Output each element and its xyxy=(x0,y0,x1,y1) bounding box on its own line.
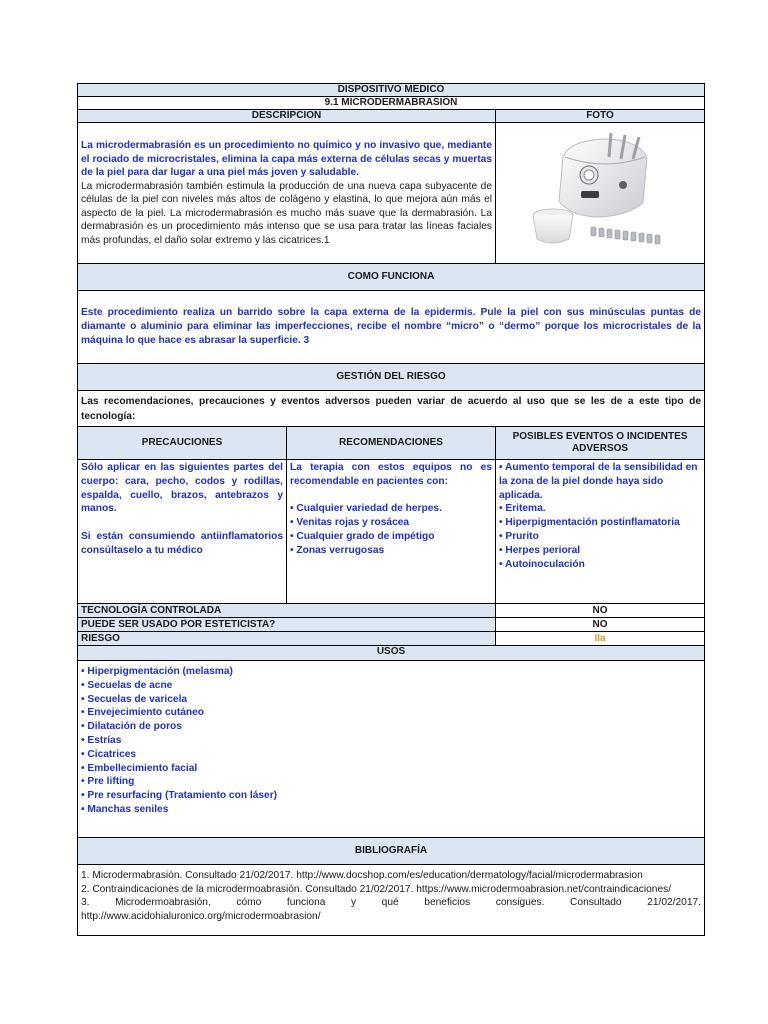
usos-header: USOS xyxy=(78,646,705,661)
list-item: • Herpes perioral xyxy=(499,544,581,556)
list-item: • Dilatación de poros xyxy=(81,721,182,733)
precauciones-header: PRECAUCIONES xyxy=(78,427,287,460)
list-item: • Cualquier variedad de herpes. xyxy=(290,503,442,515)
description-header: DESCRIPCION xyxy=(78,110,496,123)
device-table xyxy=(77,83,705,936)
list-item: • Manchas seniles xyxy=(81,803,169,815)
list-item: • Hiperpigmentación (melasma) xyxy=(81,666,233,677)
como-funciona-text: Este procedimiento realiza un barrido sobre la capa externa de la epidermis. Pule la piel con sus minúsculas puntas de diamante o aluminio para eliminar las imperfecciones, recibe el nombre “micro” o “dermo” porque los microcristales de la máquina lo que hace es abrasar la superficie. 3 xyxy=(78,291,705,364)
precauciones-paragraph-1: Sólo aplicar en las siguientes partes del cuerpo: cara, pecho, codos y rodillas, espalda, cuello, brazos, antebrazos y manos. xyxy=(81,462,283,515)
photo-cell xyxy=(496,123,705,264)
precauciones-cell xyxy=(78,460,287,604)
list-item: • Envejecimiento cutáneo xyxy=(81,707,205,719)
list-item: • Cicatrices xyxy=(81,748,137,760)
eventos-cell xyxy=(496,460,705,604)
description-lead: La microdermabrasión es un procedimiento no químico y no invasivo que, mediante el rociado de microcristales, elimina la capa más externa de células secas y muertas de la piel para dar lugar a una piel más joven y saludable. xyxy=(81,140,492,178)
recomendaciones-intro: La terapia con estos equipos no es recomendable en pacientes con: xyxy=(290,462,492,487)
list-item: • Secuelas de varicela xyxy=(81,693,188,705)
riesgo-value: IIa xyxy=(496,632,705,646)
list-item: • Pre lifting xyxy=(81,776,135,788)
precauciones-paragraph-2: Si están consumiendo antiinflamatorios consúltaselo a tu médico xyxy=(81,530,283,556)
device-subtitle: 9.1 MICRODERMABRASIÓN xyxy=(78,97,705,110)
photo-header: FOTO xyxy=(496,110,705,123)
bibliografia-header: BIBLIOGRAFÍA xyxy=(78,838,705,865)
document-title: DISPOSITIVO MÉDICO xyxy=(78,84,705,97)
list-item: • Prurito xyxy=(499,530,539,542)
eventos-header: POSIBLES EVENTOS O INCIDENTES ADVERSOS xyxy=(496,427,705,460)
recomendaciones-cell xyxy=(287,460,496,604)
tecnologia-label: TECNOLOGÍA CONTROLADA xyxy=(78,604,496,618)
usos-cell xyxy=(78,661,705,838)
list-item: • Estrías xyxy=(81,734,122,746)
gestion-intro: Las recomendaciones, precauciones y eventos adversos pueden variar de acuerdo al uso que se les de a este tipo de tecnología: xyxy=(78,391,705,427)
description-cell xyxy=(78,123,496,264)
microdermabrasion-device-image xyxy=(525,127,675,257)
list-item: • Eritema. xyxy=(499,503,546,515)
reference-item: 3. Microdermoabrasión, cómo funciona y qué beneficios consigues. Consultado 21/02/2017. http://www.acidohialuronico.org/microdermoabrasion/ xyxy=(81,897,702,922)
device-sheet xyxy=(77,83,704,936)
list-item: • Venitas rojas y rosácea xyxy=(290,517,410,529)
esteticista-label: PUEDE SER USADO POR ESTETICISTA? xyxy=(78,618,496,632)
tecnologia-value: NO xyxy=(496,604,705,618)
list-item: • Secuelas de acne xyxy=(81,679,173,691)
reference-item: 2. Contraindicaciones de la microdermoabrasión. Consultado 21/02/2017. https://www.microdermoabrasion.net/contraindicaciones/ xyxy=(81,883,672,895)
list-item: • Aumento temporal de la sensibilidad en la zona de la piel donde haya sido aplicada. xyxy=(499,462,698,501)
como-funciona-header: COMO FUNCIONA xyxy=(78,264,705,291)
list-item: • Pre resurfacing (Tratamiento con láser) xyxy=(81,790,278,802)
recomendaciones-header: RECOMENDACIONES xyxy=(287,427,496,460)
description-body: La microdermabrasión también estimula la producción de una nueva capa subyacente de células de la piel con niveles más altos de colágeno y elastina, lo que mejora aún más el aspecto de la piel. La microdermabrasión es mucho más suave que la dermabrasión. La dermabrasión es un procedimiento más intenso que se usa para tratar las líneas faciales más profundas, el daño solar extremo y las cicatrices.1 xyxy=(81,180,492,246)
list-item: • Hiperpigmentación postinflamatoria xyxy=(499,517,680,529)
bibliografia-cell xyxy=(78,865,705,936)
list-item: • Zonas verrugosas xyxy=(290,544,385,556)
esteticista-value: NO xyxy=(496,618,705,632)
list-item: • Embellecimiento facial xyxy=(81,762,198,774)
gestion-header: GESTIÓN DEL RIESGO xyxy=(78,364,705,391)
list-item: • Autoinoculación xyxy=(499,558,585,570)
reference-item: 1. Microdermabrasión. Consultado 21/02/2017. http://www.docshop.com/es/education/dermatology/facial/microdermabrasion xyxy=(81,870,643,881)
riesgo-label: RIESGO xyxy=(78,632,496,646)
list-item: • Cualquier grado de impétigo xyxy=(290,530,435,542)
